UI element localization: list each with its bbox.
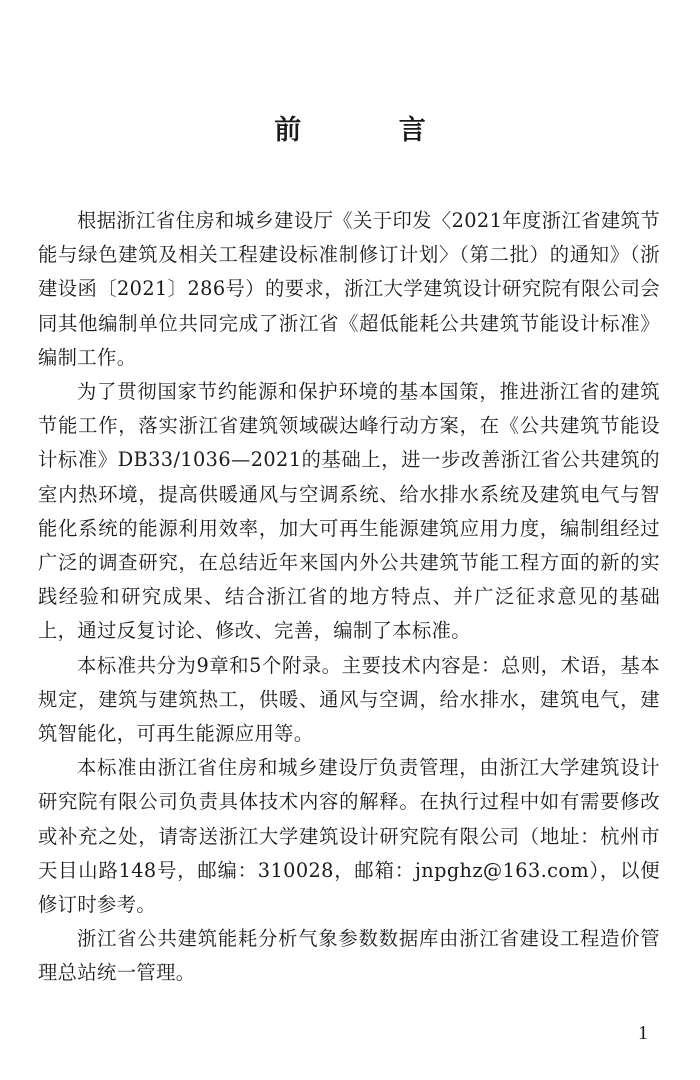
paragraph-4: 本标准由浙江省住房和城乡建设厅负责管理，由浙江大学建筑设计研究院有限公司负责具体技术内容的解释。在执行过程中如有需要修改或补充之处，请寄送浙江大学建筑设计研究院有限公司（地址：杭州市天目山路148号，邮编：310028，邮箱：jnpghz@163.com），以便修订时参考。 (38, 756, 660, 917)
page-number: 1 (638, 1022, 648, 1044)
paragraph-3: 本标准共分为9章和5个附录。主要技术内容是：总则，术语，基本规定，建筑与建筑热工，供暖、通风与空调，给水排水，建筑电气，建筑智能化，可再生能源应用等。 (38, 653, 660, 746)
page-title: 前 言 (274, 115, 470, 146)
paragraph-2: 为了贯彻国家节约能源和保护环境的基本国策，推进浙江省的建筑节能工作，落实浙江省建筑领域碳达峰行动方案，在《公共建筑节能设计标准》DB33/1036—2021的基础上，进一步改善浙江省公共建筑的室内热环境，提高供暖通风与空调系统、给水排水系统及建筑电气与智能化系统的能源利用效率，加大可再生能源建筑应用力度，编制组经过广泛的调查研究，在总结近年来国内外公共建筑节能工程方面的新的实践经验和研究成果、结合浙江省的地方特点、并广泛征求意见的基础上，通过反复讨论、修改、完善，编制了本标准。 (38, 380, 660, 643)
preface-body (38, 204, 660, 991)
paragraph-1: 根据浙江省住房和城乡建设厅《关于印发〈2021年度浙江省建筑节能与绿色建筑及相关工程建设标准制修订计划〉（第二批）的通知》（浙建设函〔2021〕286号）的要求，浙江大学建筑设计研究院有限公司会同其他编制单位共同完成了浙江省《超低能耗公共建筑节能设计标准》编制工作。 (38, 209, 660, 369)
paragraph-5: 浙江省公共建筑能耗分析气象参数数据库由浙江省建设工程造价管理总站统一管理。 (38, 927, 660, 985)
